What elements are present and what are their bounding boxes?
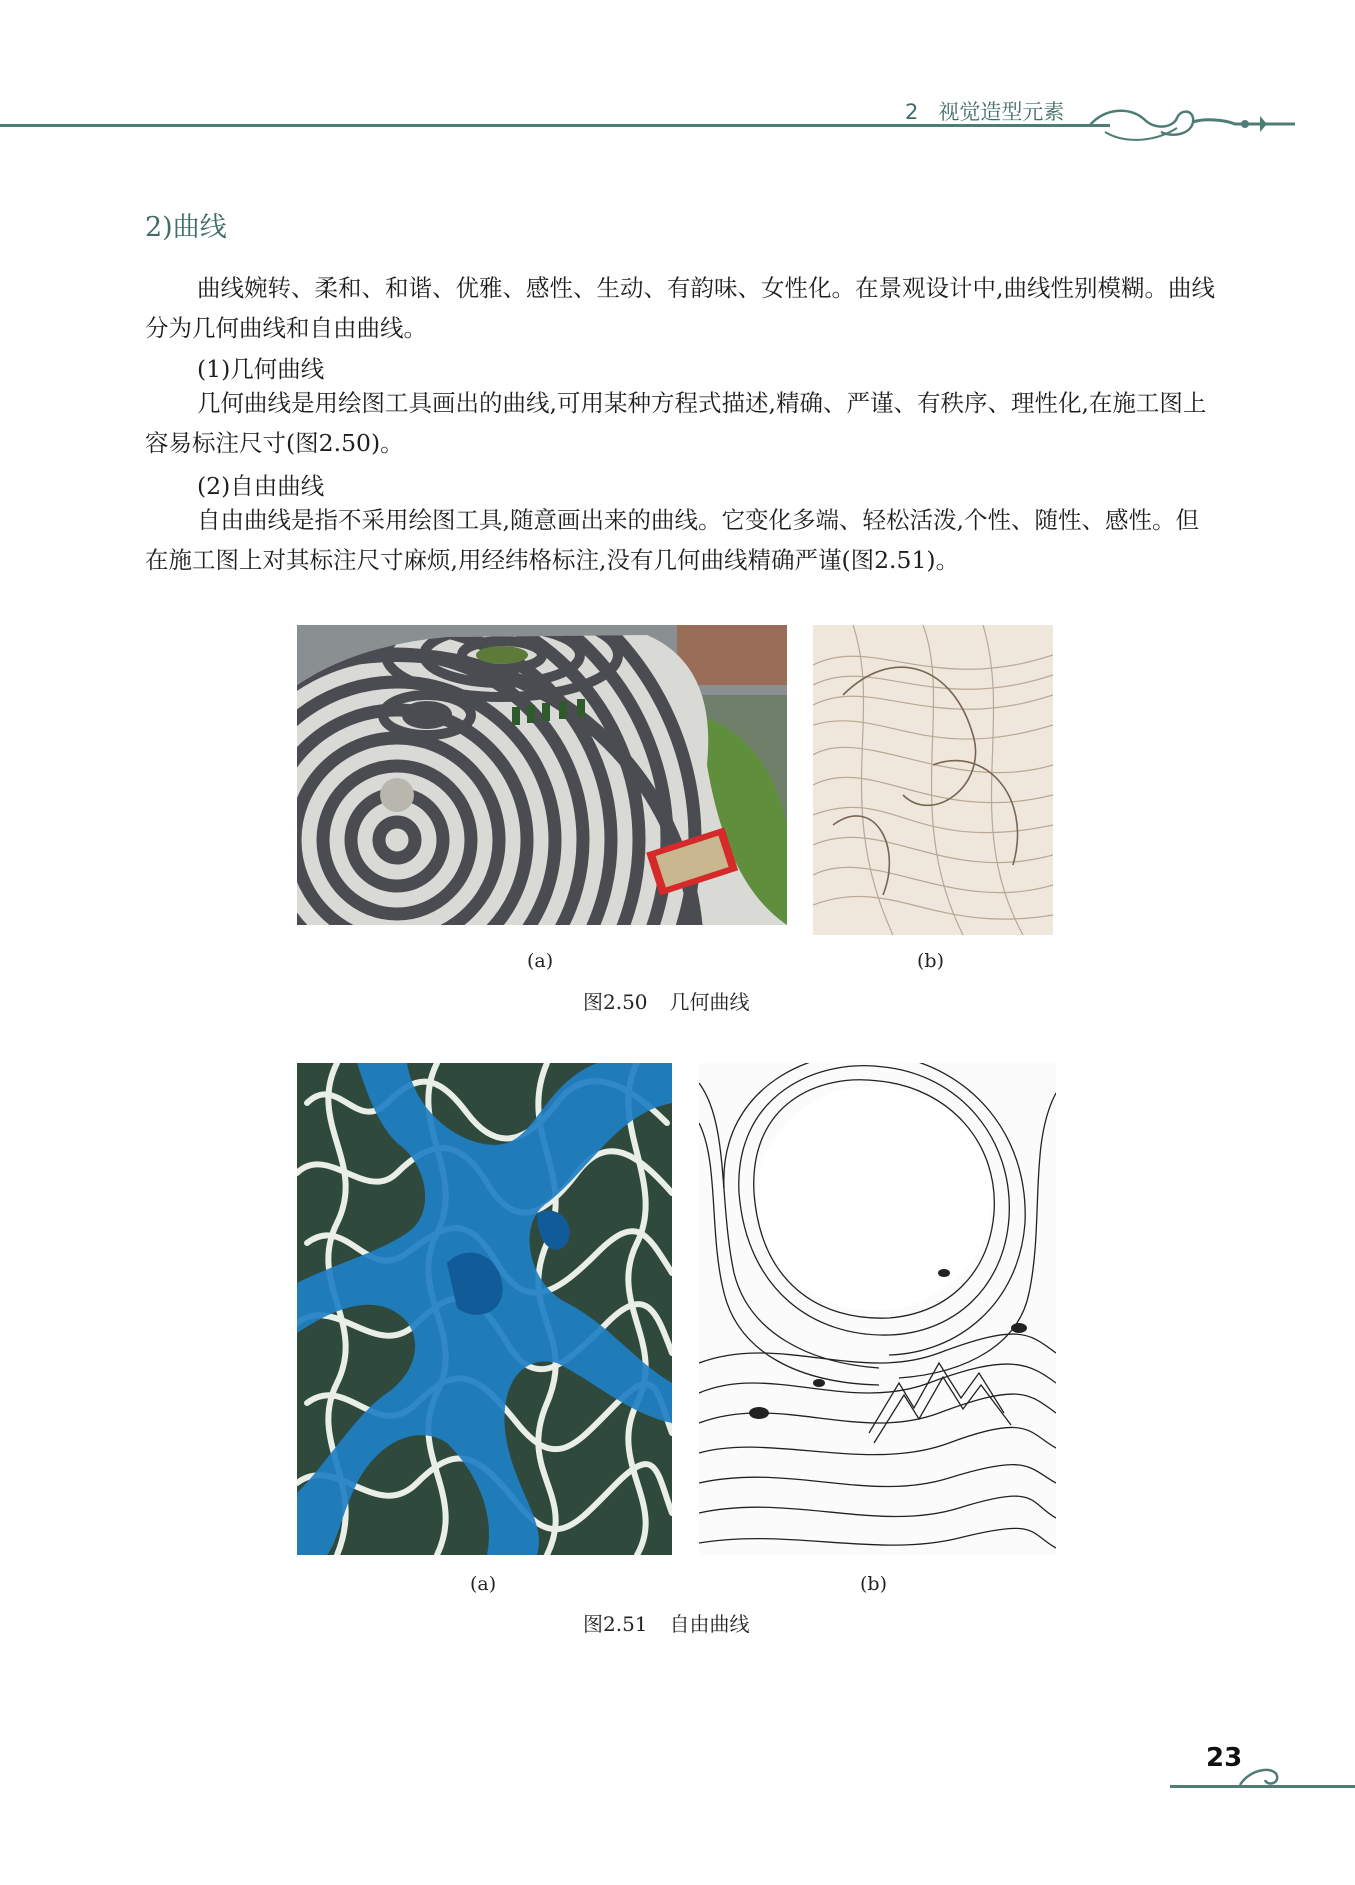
- figure-2-50b-relief-photo: [813, 625, 1053, 935]
- figure-2-51a-blue-sculpture-photo: [297, 1063, 672, 1555]
- figure-2-50-number: 图2.50: [583, 990, 648, 1014]
- intro-paragraph: 曲线婉转、柔和、和谐、优雅、感性、生动、有韵味、女性化。在景观设计中,曲线性别模糊。曲线分为几何曲线和自由曲线。: [145, 274, 1215, 342]
- figure-2-51-title: 自由曲线: [669, 1612, 750, 1636]
- chapter-number: 2: [905, 100, 919, 124]
- subsection-title-free: (2)自由曲线: [197, 472, 325, 500]
- figure-2-50-title: 几何曲线: [669, 990, 750, 1014]
- figure-2-51-number: 图2.51: [583, 1612, 648, 1636]
- running-header: [905, 96, 1064, 126]
- footer-ornament-icon: [1235, 1760, 1295, 1790]
- subsection-title-geometric: (1)几何曲线: [197, 355, 325, 383]
- figure-2-50a-plaza-photo: [297, 625, 787, 925]
- chapter-title: 视觉造型元素: [938, 100, 1065, 124]
- figure-2-51-caption: [583, 1608, 750, 1637]
- figure-2-51b-label: (b): [860, 1573, 887, 1595]
- figure-2-50a-label: (a): [527, 950, 554, 972]
- figure-2-51a-label: (a): [470, 1573, 497, 1595]
- figure-2-50-caption: [583, 986, 750, 1015]
- figure-2-51b-line-drawing: [699, 1063, 1056, 1555]
- figure-2-50b-label: (b): [917, 950, 944, 972]
- section-title: 2)曲线: [145, 212, 227, 243]
- geometric-curve-paragraph: 几何曲线是用绘图工具画出的曲线,可用某种方程式描述,精确、严谨、有秩序、理性化,在施工图上容易标注尺寸(图2.50)。: [145, 389, 1207, 457]
- free-curve-paragraph: 自由曲线是指不采用绘图工具,随意画出来的曲线。它变化多端、轻松活泼,个性、随性、感性。但在施工图上对其标注尺寸麻烦,用经纬格标注,没有几何曲线精确严谨(图2.51)。: [145, 506, 1199, 574]
- page-number: 23: [1206, 1743, 1243, 1773]
- header-ornament-icon: [1085, 98, 1295, 153]
